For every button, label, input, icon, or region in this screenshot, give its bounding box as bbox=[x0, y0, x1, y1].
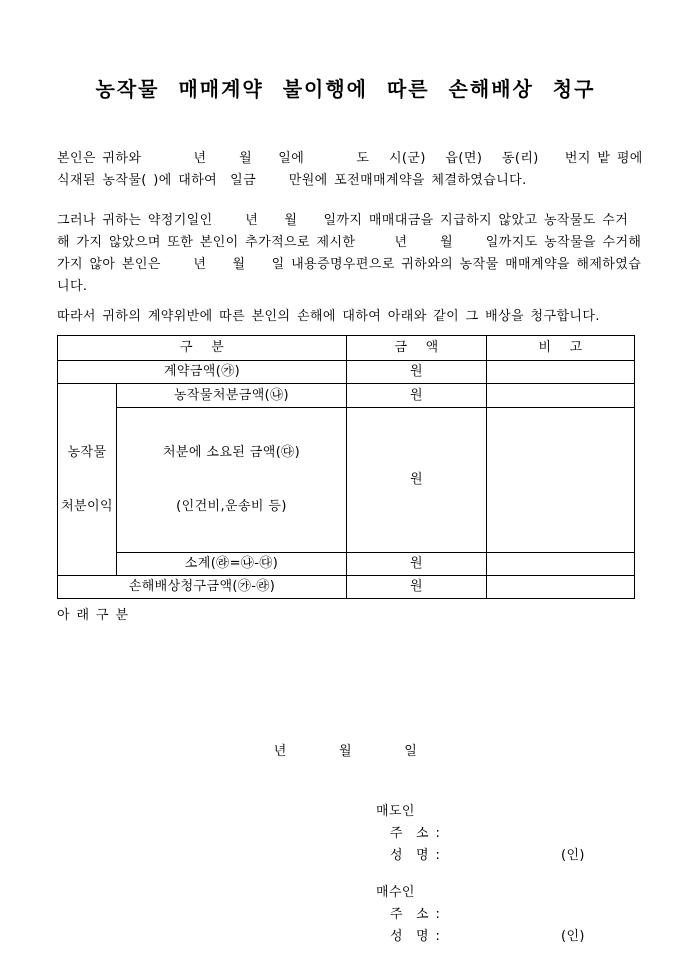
body-paragraph bbox=[57, 210, 642, 298]
seller-name-line bbox=[390, 845, 634, 867]
buyer-name-line bbox=[390, 926, 634, 948]
intro-paragraph bbox=[57, 148, 643, 192]
disposal-amount-label: 농작물처분금액(㉯) bbox=[117, 384, 347, 408]
table-row bbox=[58, 553, 635, 576]
seller-role-label: 매도인 bbox=[376, 804, 415, 819]
subtotal-label: 소계(㉱=㉯-㉰) bbox=[117, 553, 347, 576]
disposal-cost-label bbox=[117, 408, 347, 553]
buyer-address-label: 주 소 : bbox=[390, 907, 441, 922]
intro-line-2: 식재된 농작물( )에 대하여 일금 만원에 포전매매계약을 체결하였습니다. bbox=[57, 173, 527, 188]
body-line-3: 가지 않아 본인은 년 월 일 내용증명우편으로 귀하와의 농작물 매매계약을 해제하였습 bbox=[57, 257, 642, 272]
contract-amount-unit: 원 bbox=[347, 361, 487, 384]
buyer-signature-block bbox=[57, 882, 634, 948]
disposal-cost-unit: 원 bbox=[347, 408, 487, 553]
buyer-role-label: 매수인 bbox=[376, 885, 415, 900]
buyer-address-line bbox=[390, 904, 634, 926]
closing-line: 따라서 귀하의 계약위반에 따른 본인의 손해에 대하여 아래와 같이 그 배상을 청구합니다. bbox=[57, 309, 600, 324]
intro-line-1: 본인은 귀하와 년 월 일에 도 시(군) 읍(면) 동(리) 번지 밭 평에 bbox=[57, 151, 643, 166]
body-line-1: 그러나 귀하는 약정기일인 년 월 일까지 매매대금을 지급하지 않았고 농작물도 수거 bbox=[57, 213, 629, 228]
profit-group-label bbox=[58, 384, 117, 576]
body-line-4: 니다. bbox=[57, 279, 88, 294]
page-title: 농작물 매매계약 불이행에 따른 손해배상 청구 bbox=[95, 77, 596, 101]
table-row bbox=[58, 576, 635, 599]
closing-paragraph bbox=[57, 306, 634, 328]
disposal-cost-label-line1: 처분에 소요된 금액(㉰) bbox=[162, 445, 301, 460]
subtotal-note-cell bbox=[487, 553, 635, 576]
body-line-2: 해 가지 않았으며 또한 본인이 추가적으로 제시한 년 월 일까지도 농작물을 수거해 bbox=[57, 235, 642, 250]
date-line: 년 월 일 bbox=[273, 744, 418, 759]
seller-seal-mark: (인) bbox=[561, 848, 585, 863]
below-table-note: 아 래 구 분 bbox=[57, 608, 129, 623]
table-row bbox=[58, 361, 635, 384]
table-header-category: 구 분 bbox=[58, 336, 347, 361]
disposal-amount-unit: 원 bbox=[347, 384, 487, 408]
contract-amount-note-cell bbox=[487, 361, 635, 384]
table-row bbox=[58, 408, 635, 553]
table-row bbox=[58, 384, 635, 408]
disposal-cost-note-cell bbox=[487, 408, 635, 553]
seller-address-label: 주 소 : bbox=[390, 826, 441, 841]
table-header-amount: 금 액 bbox=[347, 336, 487, 361]
claim-amount-note-cell bbox=[487, 576, 635, 599]
buyer-seal-mark: (인) bbox=[561, 929, 585, 944]
table-header-note: 비 고 bbox=[487, 336, 635, 361]
profit-group-label-line2: 처분이익 bbox=[61, 498, 113, 514]
disposal-amount-note-cell bbox=[487, 384, 635, 408]
subtotal-unit: 원 bbox=[347, 553, 487, 576]
profit-group-label-line1: 농작물 bbox=[67, 444, 107, 460]
seller-name-label: 성 명 : bbox=[390, 848, 441, 863]
seller-address-line bbox=[390, 823, 634, 845]
table-header-row bbox=[58, 336, 635, 361]
damages-table bbox=[57, 335, 635, 599]
disposal-cost-label-line2: (인건비,운송비 등) bbox=[176, 499, 287, 514]
contract-amount-label: 계약금액(㉮) bbox=[58, 361, 347, 384]
seller-signature-block bbox=[57, 801, 634, 867]
claim-amount-label: 손해배상청구금액(㉮-㉱) bbox=[58, 576, 347, 599]
buyer-name-label: 성 명 : bbox=[390, 929, 441, 944]
claim-amount-unit: 원 bbox=[347, 576, 487, 599]
